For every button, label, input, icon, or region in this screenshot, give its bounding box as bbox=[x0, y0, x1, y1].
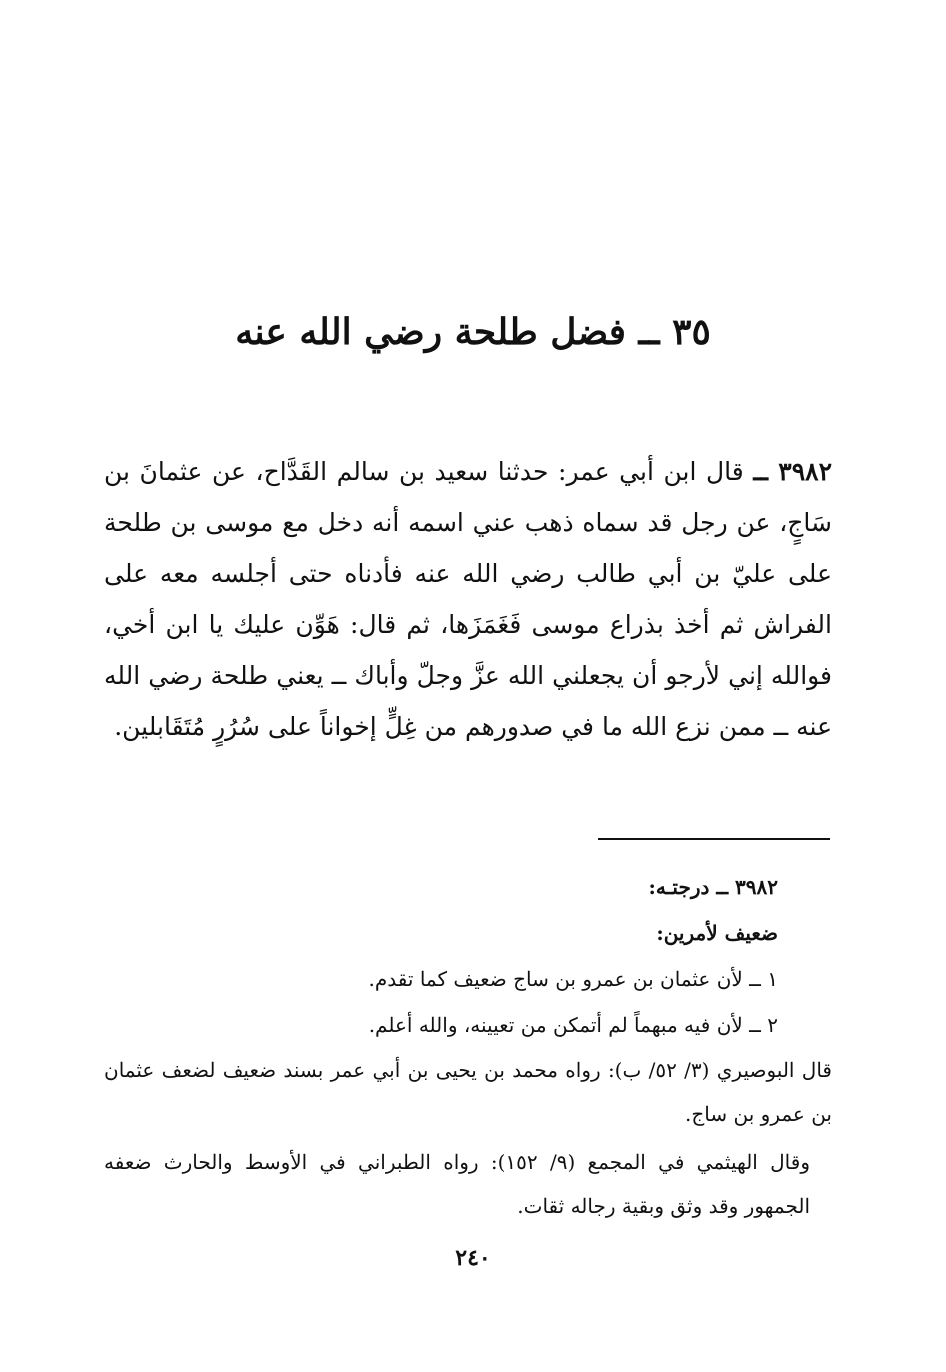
hadith-paragraph bbox=[104, 446, 832, 752]
footnote-reason-2: ٢ ــ لأن فيه مبهماً لم أتمكن من تعيينه، والله أعلم. bbox=[368, 1013, 778, 1037]
footnote-heading: ٣٩٨٢ ــ درجتـه: bbox=[648, 875, 778, 899]
hadith-number: ٣٩٨٢ ــ bbox=[753, 457, 833, 486]
footnotes bbox=[104, 864, 832, 1228]
footnote-reason-1: ١ ــ لأن عثمان بن عمرو بن ساج ضعيف كما تقدم. bbox=[368, 967, 778, 991]
footnote-busiri: قال البوصيري (٣/ ٥٢/ ب): رواه محمد بن يحيى بن أبي عمر بسند ضعيف لضعف عثمان بن عمرو بن ساج. bbox=[104, 1058, 832, 1126]
footnote-haythami: وقال الهيثمي في المجمع (٩/ ١٥٢): رواه الطبراني في الأوسط والحارث ضعفه الجمهور وقد وثق وبقية رجاله ثقات. bbox=[104, 1150, 810, 1218]
footnote-verdict: ضعيف لأمرين: bbox=[656, 921, 778, 945]
chapter-title: ٣٥ ــ فضل طلحة رضي الله عنه bbox=[235, 311, 711, 353]
hadith-text: قال ابن أبي عمر: حدثنا سعيد بن سالم القَدَّاح، عن عثمانَ بن سَاجٍ، عن رجل قد سماه ذهب عني اسمه أنه دخل مع موسى بن طلحة على عليّ بن أبي طالب رضي الله عنه فأدناه حتى أجلسه معه على الفراش ثم أخذ بذراع موسى فَغَمَزَها، ثم قال: هَوِّن عليك يا ابن أخي، فوالله إني لأرجو أن يجعلني الله عزَّ وجلّ وأباك ــ يعني طلحة رضي الله عنه ــ ممن نزع الله ما في صدورهم من غِلٍّ إخواناً على سُرُرٍ مُتَقَابلين. bbox=[104, 457, 832, 741]
footnote-divider bbox=[598, 838, 830, 840]
page-number: ٢٤٠ bbox=[455, 1245, 491, 1271]
